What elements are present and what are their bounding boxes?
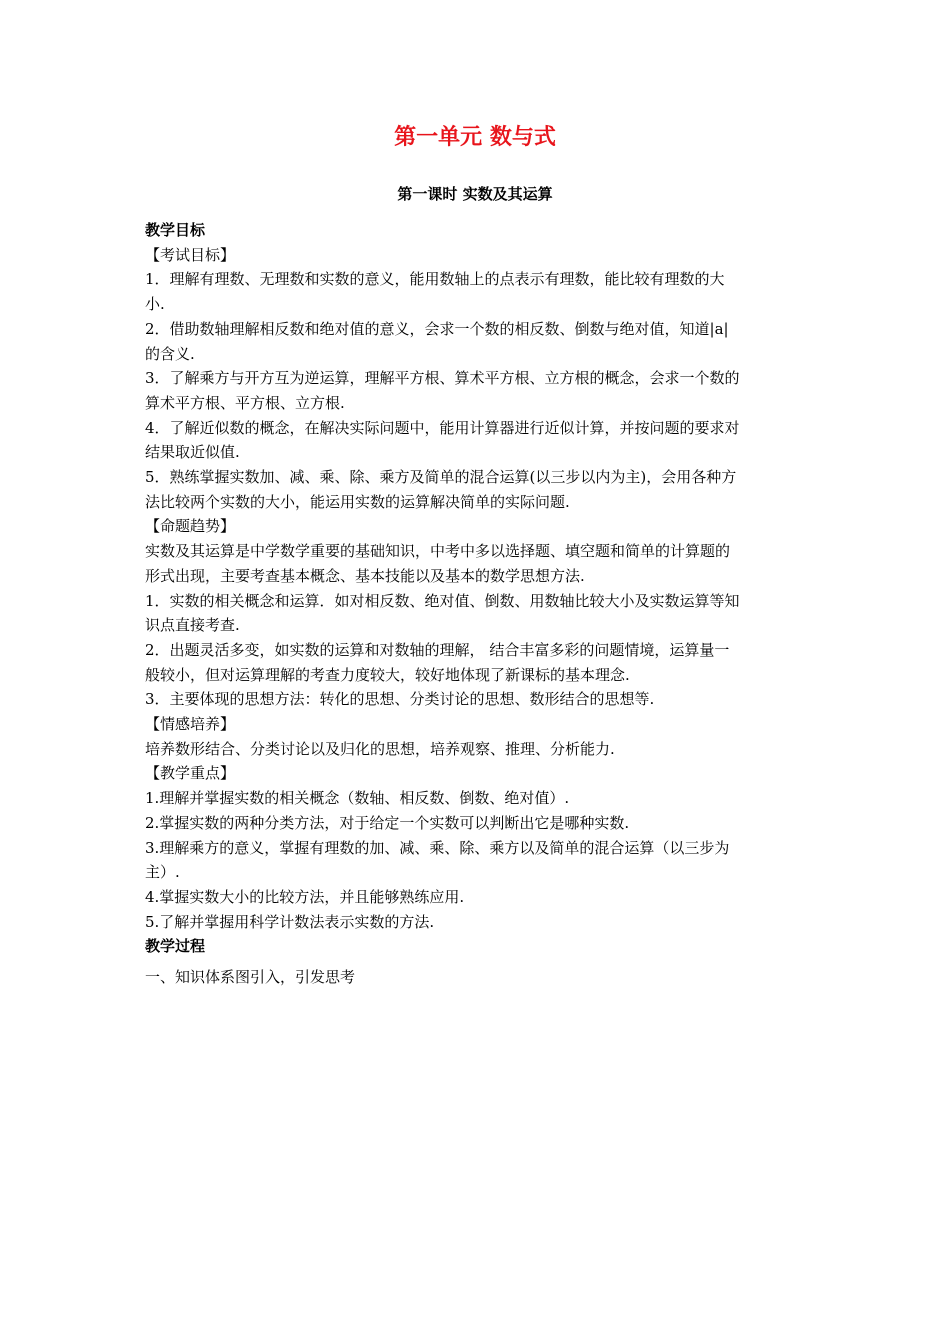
exam-goal-3-line-2: 算术平方根、平方根、立方根. bbox=[145, 393, 345, 412]
lesson-subtitle: 第一课时 实数及其运算 bbox=[397, 185, 553, 203]
section-heading-teaching-goals: 教学目标 bbox=[145, 221, 206, 239]
exam-goal-1-line-2: 小. bbox=[145, 295, 165, 314]
exam-goal-1-line-1: 1．理解有理数、无理数和实数的意义，能用数轴上的点表示有理数，能比较有理数的大 bbox=[145, 270, 725, 289]
exam-goal-5-line-2: 法比较两个实数的大小，能运用实数的运算解决简单的实际问题. bbox=[145, 492, 570, 511]
trend-item-3-line-1: 3．主要体现的思想方法：转化的思想、分类讨论的思想、数形结合的思想等. bbox=[145, 690, 655, 709]
trend-item-2-line-2: 般较小，但对运算理解的考查力度较大，较好地体现了新课标的基本理念. bbox=[145, 665, 630, 684]
key-points-label: 【教学重点】 bbox=[145, 764, 236, 783]
exam-goal-2-line-1: 2．借助数轴理解相反数和绝对值的意义，会求一个数的相反数、倒数与绝对值，知道|a| bbox=[145, 319, 729, 338]
unit-title: 第一单元 数与式 bbox=[394, 125, 556, 150]
key-point-2: 2.掌握实数的两种分类方法，对于给定一个实数可以判断出它是哪种实数. bbox=[145, 813, 630, 832]
exam-goals-label: 【考试目标】 bbox=[145, 245, 236, 264]
trend-item-1-line-2: 识点直接考查. bbox=[145, 616, 240, 635]
key-point-3-line-2: 主）. bbox=[145, 863, 180, 882]
emotion-label: 【情感培养】 bbox=[145, 715, 236, 734]
trend-item-2-line-1: 2．出题灵活多变，如实数的运算和对数轴的理解， 结合丰富多彩的问题情境，运算量一 bbox=[145, 640, 730, 659]
process-step-1: 一、知识体系图引入，引发思考 bbox=[145, 968, 356, 987]
emotion-text: 培养数形结合、分类讨论以及归化的思想，培养观察、推理、分析能力. bbox=[145, 739, 615, 758]
exam-goal-5-line-1: 5．熟练掌握实数加、减、乘、除、乘方及简单的混合运算(以三步以内为主)，会用各种方 bbox=[145, 468, 737, 487]
exam-goal-4-line-2: 结果取近似值. bbox=[145, 443, 240, 462]
key-point-1: 1.理解并掌握实数的相关概念（数轴、相反数、倒数、绝对值）. bbox=[145, 789, 570, 808]
document-body bbox=[145, 218, 815, 990]
exam-goal-2-line-2: 的含义. bbox=[145, 344, 195, 363]
trend-item-1-line-1: 1．实数的相关概念和运算．如对相反数、绝对值、倒数、用数轴比较大小及实数运算等知 bbox=[145, 591, 740, 610]
exam-goal-3-line-1: 3．了解乘方与开方互为逆运算，理解平方根、算术平方根、立方根的概念，会求一个数的 bbox=[145, 369, 740, 388]
trend-label: 【命题趋势】 bbox=[145, 517, 236, 536]
exam-goal-4-line-1: 4．了解近似数的概念，在解决实际问题中，能用计算器进行近似计算，并按问题的要求对 bbox=[145, 418, 740, 437]
trend-intro-line-2: 形式出现，主要考查基本概念、基本技能以及基本的数学思想方法. bbox=[145, 566, 585, 585]
key-point-5: 5.了解并掌握用科学计数法表示实数的方法. bbox=[145, 912, 435, 931]
key-point-4: 4.掌握实数大小的比较方法，并且能够熟练应用. bbox=[145, 887, 465, 906]
trend-intro-line-1: 实数及其运算是中学数学重要的基础知识，中考中多以选择题、填空题和简单的计算题的 bbox=[145, 542, 731, 561]
section-heading-teaching-process: 教学过程 bbox=[145, 937, 206, 956]
key-point-3-line-1: 3.理解乘方的意义，掌握有理数的加、减、乘、除、乘方以及简单的混合运算（以三步为 bbox=[145, 838, 730, 857]
